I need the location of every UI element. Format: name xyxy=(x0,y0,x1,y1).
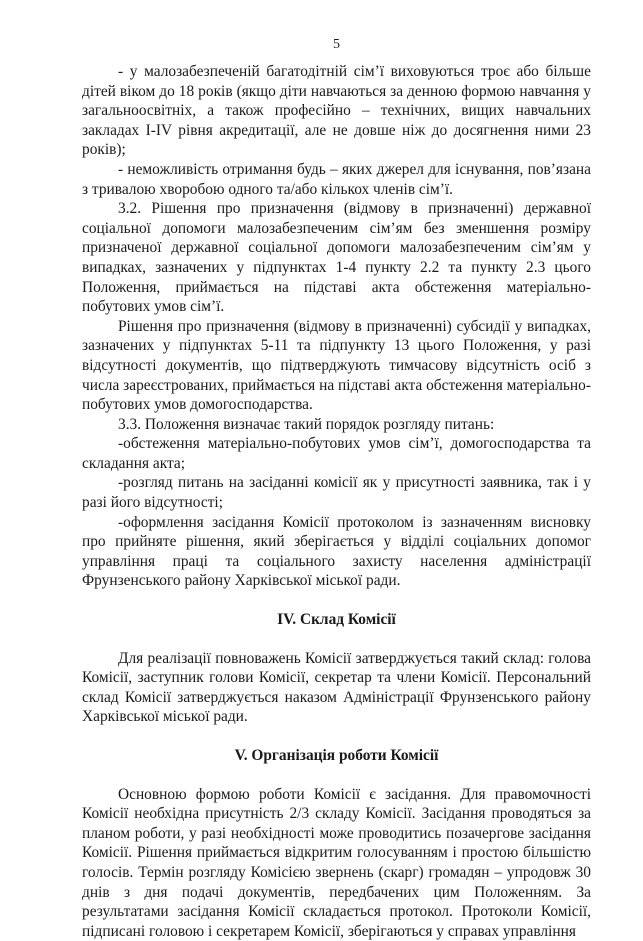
section-4-heading: IV. Склад Комісії xyxy=(277,611,396,629)
list-item-hearing: -розгляд питань на засіданні комісії як у присутності заявника, так і у разі його відсутності; xyxy=(82,474,591,512)
paragraph-3-3-procedure: 3.3. Положення визначає такий порядок розгляду питань: xyxy=(118,415,495,433)
paragraph-large-family-condition: - у малозабезпеченій багатодітній сім’ї виховуються троє або більше дітей віком до 18 років (якщо діти навчаються за денною формою навчання у загальноосвітніх, а також професійно – технічних, вищих навчальних закладах І-ІV рівня акредитації, але не довше ніж до досягнення ними 23 років); xyxy=(82,63,591,159)
paragraph-3-2-state-aid-decision: 3.2. Рішення про призначення (відмову в призначенні) державної соціальної допомоги малозабезпеченим сім’ям без зменшення розміру призначеної державної соціальної допомоги малозабезпеченим сім’ям у випадках, зазначених у підпунктах 1-4 пункту 2.2 та пункту 2.3 цього Положення, приймається на підставі акта обстеження матеріально-побутових умов сім’ї. xyxy=(82,200,591,316)
list-item-protocol: -оформлення засідання Комісії протоколом із зазначенням висновку про прийняте рішення, який зберігається у відділі соціальних допомог управління праці та соціального захисту населення адміністрації Фрунзенського району Харківської міської ради. xyxy=(82,513,591,590)
section-5-heading: V. Організація роботи Комісії xyxy=(234,747,439,764)
section-4-text: Для реалізації повноважень Комісії затверджується такий склад: голова Комісії, заступник голови Комісії, секретар та члени Комісії. Персональний склад Комісії затверджується наказом Адміністрації Фрунзенського району Харківської міської ради. xyxy=(82,649,591,726)
section-5-text: Основною формою роботи Комісії є засідання. Для правомочності Комісії необхідна присутність 2/3 складу Комісії. Засідання проводяться за планом роботи, у разі необхідності може проводитись позачергове засідання Комісії. Рішення приймається відкритим голосуванням і простою більшістю голосів. Термін розгляду Комісією звернень (скарг) громадян – упродовж 30 днів з дня подачі документів, передбачених цим Положенням. За результатами засідання Комісії складається протокол. Протоколи Комісії, підписані головою і секретарем Комісії, зберігаються у справах управління xyxy=(82,785,591,940)
list-item-inspection: -обстеження матеріально-побутових умов сім’ї, домогосподарства та складання акта; xyxy=(82,435,591,472)
paragraph-illness-condition: - неможливість отримання будь – яких джерел для існування, пов’язана з тривалою хворобою одного та/або кількох членів сім’ї. xyxy=(82,160,591,198)
paragraph-subsidy-decision: Рішення про призначення (відмову в призначенні) субсидії у випадках, зазначених у підпунктах 5-11 та підпункту 13 цього Положення, у разі відсутності документів, що підтверджують тимчасову відсутність осіб з числа зареєстрованих, приймається на підставі акта обстеження матеріально-побутових умов домогосподарства. xyxy=(82,317,591,414)
page-number: 5 xyxy=(333,37,340,52)
